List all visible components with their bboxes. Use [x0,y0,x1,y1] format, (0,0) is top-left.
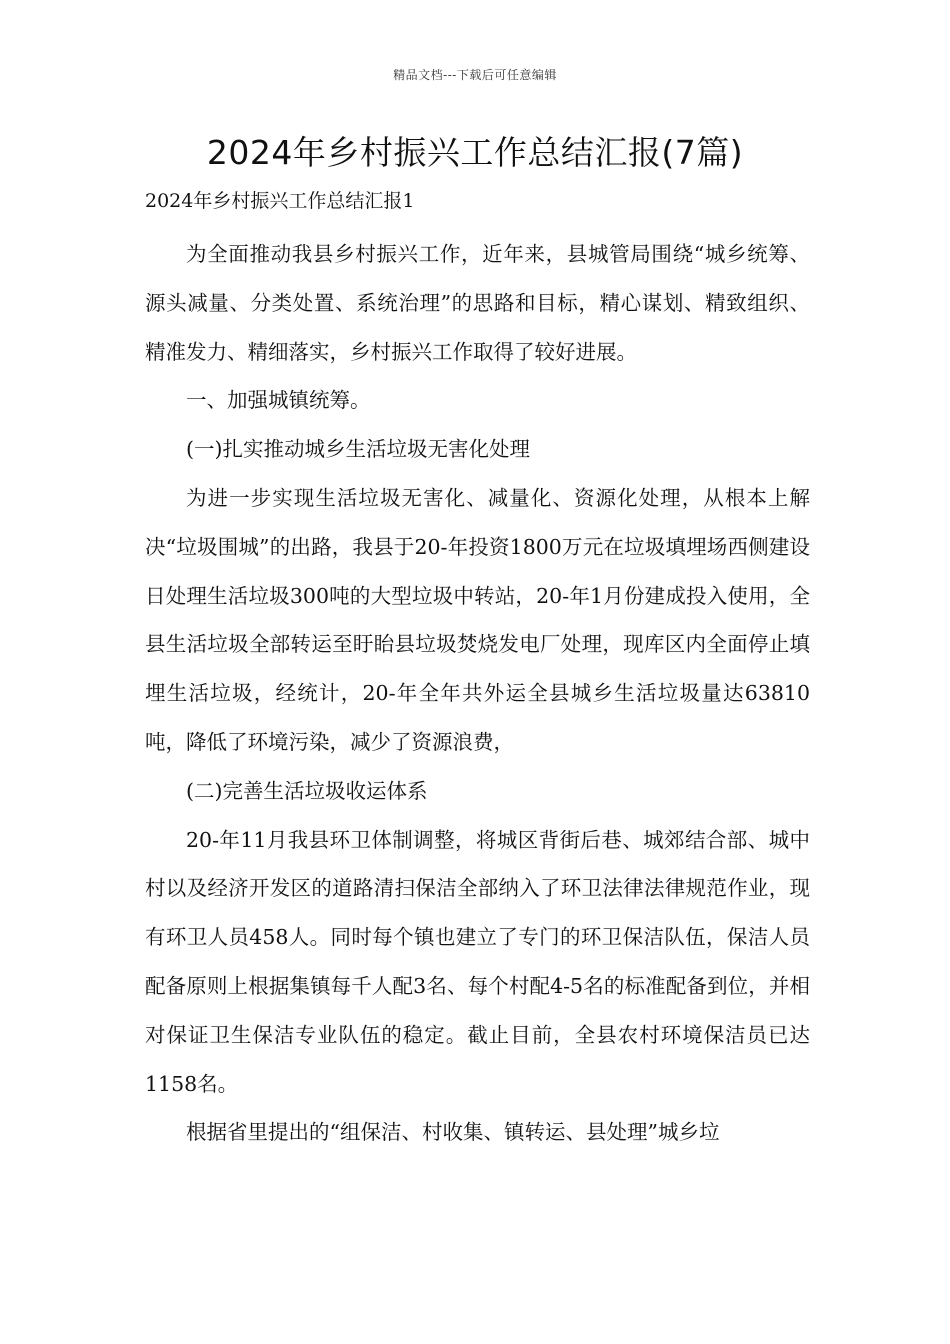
subsection-heading-1: (一)扎实推动城乡生活垃圾无害化处理 [186,437,530,462]
page-header: 精品文档---下载后可任意编辑 [393,68,557,82]
section-heading-1: 一、加强城镇统筹。 [186,388,371,413]
paragraph-garbage-processing: 为进一步实现生活垃圾无害化、减量化、资源化处理，从根本上解决“垃圾围城”的出路，我县于20-年投资1800万元在垃圾填埋场西侧建设日处理生活垃圾300吨的大型垃圾中转站，20-年1月份建成投入使用，全县生活垃圾全部转运至盱眙县垃圾焚烧发电厂处理，现库区内全面停止填埋生活垃圾，经统计，20-年全年共外运全县城乡生活垃圾量达63810吨，降低了环境污染，减少了资源浪费， [145,485,810,754]
paragraph-intro: 为全面推动我县乡村振兴工作，近年来，县城管局围绕“城乡统筹、源头减量、分类处置、系统治理”的思路和目标，精心谋划、精致组织、精准发力、精细落实，乡村振兴工作取得了较好进展。 [145,242,810,364]
paragraph-province-plan: 根据省里提出的“组保洁、村收集、镇转运、县处理”城乡垃 [186,1120,720,1145]
subsection-heading-2: (二)完善生活垃圾收运体系 [186,778,428,803]
document-body [145,230,810,1157]
document-title: 2024年乡村振兴工作总结汇报(7篇) [206,133,744,172]
document-subtitle: 2024年乡村振兴工作总结汇报1 [145,190,415,212]
paragraph-sanitation-system: 20-年11月我县环卫体制调整，将城区背街后巷、城郊结合部、城中村以及经济开发区的道路清扫保洁全部纳入了环卫法律法律规范作业，现有环卫人员458人。同时每个镇也建立了专门的环卫保洁队伍，保洁人员配备原则上根据集镇每千人配3名、每个村配4-5名的标准配备到位，并相对保证卫生保洁专业队伍的稳定。截止目前，全县农村环境保洁员已达1158名。 [145,827,810,1096]
